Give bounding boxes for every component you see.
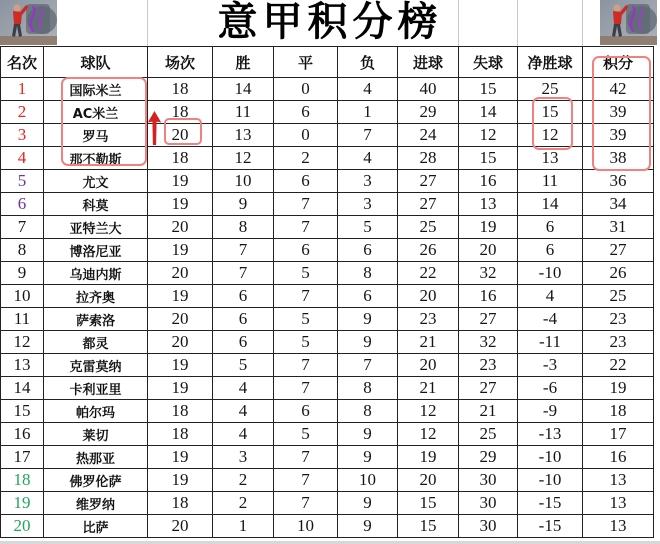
pts-cell: 39 [583,124,654,147]
win-cell: 4 [213,400,274,423]
loss-cell: 9 [338,423,398,446]
table-row [1,193,654,216]
pts-cell: 38 [583,147,654,170]
played-cell: 20 [148,262,213,285]
pts-cell: 42 [583,78,654,101]
loss-cell: 9 [338,515,398,538]
played-cell: 19 [148,469,213,492]
team-name-cell: 克雷莫纳 [44,354,148,377]
played-cell: 19 [148,170,213,193]
team-name-cell: 佛罗伦萨 [44,469,148,492]
team-name-cell: 拉齐奥 [44,285,148,308]
table-row [1,354,654,377]
gf-cell: 27 [398,170,459,193]
pts-cell: 13 [583,469,654,492]
pts-cell: 16 [583,446,654,469]
gd-cell: -6 [518,377,583,400]
gd-cell: 6 [518,216,583,239]
team-name-cell: 莱切 [44,423,148,446]
table-row [1,147,654,170]
loss-cell: 7 [338,124,398,147]
played-cell: 19 [148,285,213,308]
table-row [1,446,654,469]
table-row [1,331,654,354]
pts-cell: 22 [583,354,654,377]
rank-cell: 15 [1,400,44,423]
team-name-cell: 萨索洛 [44,308,148,331]
team-name-cell: 维罗纳 [44,492,148,515]
column-header: 净胜球 [518,47,583,78]
rank-cell: 8 [1,239,44,262]
played-cell: 19 [148,377,213,400]
loss-cell: 6 [338,285,398,308]
ga-cell: 27 [459,377,518,400]
played-cell: 20 [148,331,213,354]
played-cell: 18 [148,147,213,170]
standings-body [1,78,654,538]
pts-cell: 39 [583,101,654,124]
draw-cell: 5 [274,331,338,354]
team-name-cell: 罗马 [44,124,148,147]
win-cell: 4 [213,377,274,400]
draw-cell: 5 [274,262,338,285]
pts-cell: 26 [583,262,654,285]
pts-cell: 31 [583,216,654,239]
table-row [1,216,654,239]
rank-cell: 17 [1,446,44,469]
draw-cell: 6 [274,400,338,423]
loss-cell: 10 [338,469,398,492]
team-name-cell: 亚特兰大 [44,216,148,239]
ga-cell: 21 [459,400,518,423]
table-row [1,308,654,331]
draw-cell: 7 [274,469,338,492]
draw-cell: 7 [274,492,338,515]
gf-cell: 15 [398,492,459,515]
pts-cell: 23 [583,331,654,354]
win-cell: 7 [213,262,274,285]
ga-cell: 29 [459,446,518,469]
loss-cell: 3 [338,193,398,216]
gf-cell: 15 [398,515,459,538]
team-name-cell: 比萨 [44,515,148,538]
draw-cell: 7 [274,446,338,469]
loss-cell: 6 [338,239,398,262]
team-name-cell: 国际米兰 [44,78,148,101]
pts-cell: 18 [583,400,654,423]
win-cell: 11 [213,101,274,124]
draw-cell: 7 [274,285,338,308]
loss-cell: 8 [338,377,398,400]
gf-cell: 28 [398,147,459,170]
pts-cell: 13 [583,492,654,515]
draw-cell: 7 [274,216,338,239]
played-cell: 20 [148,308,213,331]
team-name-cell: 科莫 [44,193,148,216]
ga-cell: 16 [459,285,518,308]
gf-cell: 24 [398,124,459,147]
win-cell: 2 [213,492,274,515]
rank-cell: 16 [1,423,44,446]
rank-cell: 18 [1,469,44,492]
table-row [1,400,654,423]
gf-cell: 12 [398,400,459,423]
column-header: 负 [338,47,398,78]
rank-cell: 9 [1,262,44,285]
win-cell: 1 [213,515,274,538]
played-cell: 19 [148,239,213,262]
rank-cell: 13 [1,354,44,377]
gd-cell: 13 [518,147,583,170]
gd-cell: 25 [518,78,583,101]
gd-cell: 11 [518,170,583,193]
pts-cell: 17 [583,423,654,446]
table-row [1,124,654,147]
pts-cell: 36 [583,170,654,193]
gf-cell: 20 [398,469,459,492]
gd-cell: -10 [518,262,583,285]
ga-cell: 30 [459,515,518,538]
win-cell: 9 [213,193,274,216]
draw-cell: 10 [274,515,338,538]
gd-cell: 4 [518,285,583,308]
gf-cell: 21 [398,331,459,354]
table-row [1,239,654,262]
loss-cell: 9 [338,308,398,331]
column-header: 失球 [459,47,518,78]
gf-cell: 40 [398,78,459,101]
loss-cell: 9 [338,331,398,354]
team-name-cell: 那不勒斯 [44,147,148,170]
played-cell: 19 [148,354,213,377]
ga-cell: 23 [459,354,518,377]
rank-cell: 6 [1,193,44,216]
rank-cell: 7 [1,216,44,239]
table-row [1,262,654,285]
gd-cell: 15 [518,101,583,124]
ga-cell: 32 [459,331,518,354]
team-name-cell: 都灵 [44,331,148,354]
table-row [1,78,654,101]
gd-cell: 6 [518,239,583,262]
loss-cell: 9 [338,492,398,515]
rank-cell: 1 [1,78,44,101]
team-name-cell: AC米兰 [44,101,148,124]
gf-cell: 21 [398,377,459,400]
page-title: 意甲积分榜 [217,0,443,44]
win-cell: 6 [213,331,274,354]
team-name-cell: 卡利亚里 [44,377,148,400]
loss-cell: 8 [338,400,398,423]
table-row [1,101,654,124]
played-cell: 19 [148,446,213,469]
standings-table [0,46,654,538]
rank-cell: 14 [1,377,44,400]
pts-cell: 19 [583,377,654,400]
header-row [1,47,654,78]
rank-cell: 19 [1,492,44,515]
draw-cell: 6 [274,170,338,193]
ga-cell: 15 [459,78,518,101]
column-header: 胜 [213,47,274,78]
gd-cell: -15 [518,515,583,538]
gd-cell: 14 [518,193,583,216]
loss-cell: 4 [338,78,398,101]
played-cell: 20 [148,124,213,147]
ga-cell: 13 [459,193,518,216]
rank-cell: 11 [1,308,44,331]
rank-cell: 10 [1,285,44,308]
rank-cell: 12 [1,331,44,354]
rank-cell: 3 [1,124,44,147]
team-name-cell: 热那亚 [44,446,148,469]
played-cell: 18 [148,78,213,101]
rank-cell: 5 [1,170,44,193]
ga-cell: 30 [459,469,518,492]
win-cell: 10 [213,170,274,193]
pts-cell: 23 [583,308,654,331]
team-name-cell: 帕尔玛 [44,400,148,423]
win-cell: 12 [213,147,274,170]
loss-cell: 5 [338,216,398,239]
draw-cell: 2 [274,147,338,170]
played-cell: 20 [148,216,213,239]
ga-cell: 25 [459,423,518,446]
column-header: 积分 [583,47,654,78]
column-header: 平 [274,47,338,78]
draw-cell: 5 [274,308,338,331]
gf-cell: 25 [398,216,459,239]
draw-cell: 7 [274,354,338,377]
draw-cell: 7 [274,377,338,400]
loss-cell: 8 [338,262,398,285]
draw-cell: 6 [274,239,338,262]
pts-cell: 27 [583,239,654,262]
ga-cell: 19 [459,216,518,239]
played-cell: 18 [148,423,213,446]
gd-cell: -4 [518,308,583,331]
table-row [1,377,654,400]
table-row [1,515,654,538]
gf-cell: 19 [398,446,459,469]
draw-cell: 0 [274,78,338,101]
loss-cell: 9 [338,446,398,469]
played-cell: 18 [148,400,213,423]
ga-cell: 20 [459,239,518,262]
ga-cell: 27 [459,308,518,331]
draw-cell: 0 [274,124,338,147]
win-cell: 2 [213,469,274,492]
gd-cell: -3 [518,354,583,377]
rank-cell: 2 [1,101,44,124]
win-cell: 5 [213,354,274,377]
title-band [0,0,660,46]
gf-cell: 20 [398,354,459,377]
gd-cell: -10 [518,469,583,492]
rank-cell: 4 [1,147,44,170]
draw-cell: 7 [274,193,338,216]
pts-cell: 13 [583,515,654,538]
win-cell: 4 [213,423,274,446]
ga-cell: 12 [459,124,518,147]
column-header: 进球 [398,47,459,78]
gd-cell: -13 [518,423,583,446]
draw-cell: 6 [274,101,338,124]
win-cell: 14 [213,78,274,101]
win-cell: 3 [213,446,274,469]
pts-cell: 34 [583,193,654,216]
gf-cell: 23 [398,308,459,331]
loss-cell: 4 [338,147,398,170]
played-cell: 19 [148,193,213,216]
corner-photo-left [0,0,57,45]
win-cell: 8 [213,216,274,239]
played-cell: 18 [148,101,213,124]
ga-cell: 14 [459,101,518,124]
win-cell: 6 [213,308,274,331]
win-cell: 6 [213,285,274,308]
ga-cell: 30 [459,492,518,515]
win-cell: 13 [213,124,274,147]
gd-cell: -11 [518,331,583,354]
table-row [1,285,654,308]
ga-cell: 16 [459,170,518,193]
gf-cell: 22 [398,262,459,285]
table-row [1,469,654,492]
rank-cell: 20 [1,515,44,538]
team-name-cell: 乌迪内斯 [44,262,148,285]
column-header: 球队 [44,47,148,78]
gf-cell: 26 [398,239,459,262]
win-cell: 7 [213,239,274,262]
loss-cell: 3 [338,170,398,193]
column-header: 场次 [148,47,213,78]
gd-cell: -9 [518,400,583,423]
played-cell: 18 [148,492,213,515]
column-header: 名次 [1,47,44,78]
corner-photo-right [600,0,657,45]
gf-cell: 27 [398,193,459,216]
ga-cell: 15 [459,147,518,170]
table-row [1,170,654,193]
ga-cell: 32 [459,262,518,285]
gd-cell: -10 [518,446,583,469]
gd-cell: 12 [518,124,583,147]
gf-cell: 12 [398,423,459,446]
gf-cell: 20 [398,285,459,308]
loss-cell: 7 [338,354,398,377]
loss-cell: 1 [338,101,398,124]
pts-cell: 25 [583,285,654,308]
draw-cell: 5 [274,423,338,446]
table-row [1,423,654,446]
gf-cell: 29 [398,101,459,124]
played-cell: 20 [148,515,213,538]
table-row [1,492,654,515]
gd-cell: -15 [518,492,583,515]
team-name-cell: 博洛尼亚 [44,239,148,262]
team-name-cell: 尤文 [44,170,148,193]
